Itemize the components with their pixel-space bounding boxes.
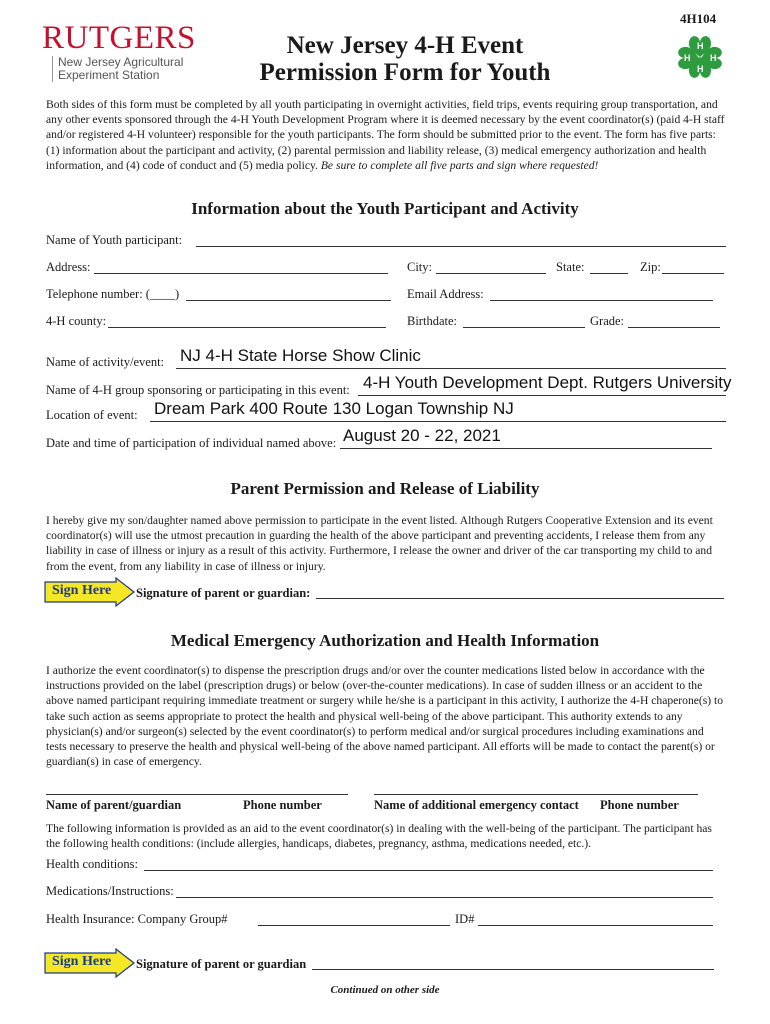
phone-label-1: Phone number (243, 798, 322, 812)
location-label: Location of event: (46, 408, 138, 422)
state-field[interactable] (590, 273, 628, 274)
intro-emphasis: Be sure to complete all five parts and sign where requested! (320, 158, 599, 172)
insurance-group-field[interactable] (258, 925, 450, 926)
medical-signature-field[interactable] (312, 969, 714, 970)
youth-name-label: Name of Youth participant: (46, 233, 183, 247)
continued-note: Continued on other side (330, 984, 440, 996)
zip-label: Zip: (640, 260, 661, 274)
insurance-id-field[interactable] (478, 925, 713, 926)
additional-contact-field[interactable] (374, 794, 698, 795)
group-label: Name of 4-H group sponsoring or participating in this event: (46, 383, 350, 397)
permission-section-heading: Parent Permission and Release of Liability (230, 479, 540, 498)
date-field[interactable] (340, 448, 712, 449)
svg-text:H: H (697, 41, 704, 51)
birthdate-field[interactable] (463, 327, 585, 328)
medical-signature-label: Signature of parent or guardian (136, 957, 307, 971)
permission-text: I hereby give my son/daughter named above permission to participate in the event listed. Although Rutgers Cooperative Extension and its event coordinator(s) will use the utmost precaution in guarding the health of the above participant and preventing accidents, I release them from any liability in case of illness or injury as a result of this activity. Furthermore, I release the owner and driver of the car transporting my child to and from the event, from any liability in case of illness or injury. (46, 514, 713, 573)
logo-subtitle-1: New Jersey Agricultural (58, 55, 184, 69)
county-field[interactable] (108, 327, 386, 328)
activity-field[interactable] (176, 368, 726, 369)
city-label: City: (407, 260, 433, 274)
telephone-field[interactable] (186, 300, 391, 301)
rutgers-logo: RUTGERS (42, 20, 196, 56)
insurance-label: Health Insurance: Company Group# (46, 912, 228, 926)
participant-section-heading: Information about the Youth Participant and Activity (191, 199, 579, 218)
date-label: Date and time of participation of individual named above: (46, 436, 337, 450)
intro-paragraph (46, 97, 726, 173)
activity-label: Name of activity/event: (46, 355, 165, 369)
permission-signature-label: Signature of parent or guardian: (136, 586, 311, 600)
health-conditions-field[interactable] (144, 870, 713, 871)
city-field[interactable] (436, 273, 546, 274)
medical-text: I authorize the event coordinator(s) to dispense the prescription drugs and/or over the counter medications listed below in accordance with the instructions provided on the label (prescription drugs) or below (over-the-counter medications). In case of sudden illness or an accident to the above named participant requiring immediate treatment or surgery while he/she is a participant in this activity, I authorize the 4-H chaperone(s) to take such action as seems appropriate to protect the health and physical well-being of the above participant. This authority extends to any physician(s) and/or surgeon(s) selected by the event coordinator(s) to perform medical and/or surgical procedures including examinations and tests necessary to preserve the health and physical well-being of the above named participant. All efforts will be made to contact the parent(s) or guardian(s) in case of emergency. (46, 664, 724, 769)
additional-contact-label: Name of additional emergency contact (374, 798, 579, 812)
logo-subtitle-2: Experiment Station (58, 68, 160, 82)
youth-name-field[interactable] (196, 246, 726, 247)
group-field[interactable] (358, 395, 726, 396)
parent-name-phone-field[interactable] (46, 794, 348, 795)
logo-divider (52, 56, 53, 82)
sign-here-button[interactable] (44, 577, 132, 607)
phone-label-2: Phone number (600, 798, 679, 812)
form-code: 4H104 (680, 11, 717, 26)
activity-value: NJ 4-H State Horse Show Clinic (180, 346, 421, 365)
page-title-line1: New Jersey 4-H Event (286, 32, 524, 59)
health-conditions-label: Health conditions: (46, 857, 138, 871)
birthdate-label: Birthdate: (407, 314, 457, 328)
state-label: State: (556, 260, 585, 274)
address-label: Address: (46, 260, 91, 274)
location-value: Dream Park 400 Route 130 Logan Township NJ (154, 399, 514, 418)
page-title-line2: Permission Form for Youth (259, 59, 551, 86)
insurance-id-label: ID# (455, 912, 475, 926)
parent-name-label: Name of parent/guardian (46, 798, 182, 812)
grade-field[interactable] (628, 327, 720, 328)
grade-label: Grade: (590, 314, 625, 328)
health-info-text: The following information is provided as an aid to the event coordinator(s) in dealing with the well-being of the participant. The participant has the following health conditions: (include allergies, handicaps, diabetes, pregnancy, asthma, medications needed, etc.). (46, 822, 712, 851)
telephone-label: Telephone number: (____) (46, 287, 180, 301)
svg-text:H: H (710, 53, 717, 63)
permission-signature-field[interactable] (316, 598, 724, 599)
intro-text: Both sides of this form must be completed by all youth participating in overnight activities, field trips, events requiring group transportation, and any other events sponsored through the 4-H Youth Development Program where it is deemed necessary by the event coordinator(s) (paid 4-H staff and/or registered 4-H volunteer) responsible for the youth participants. The form should be submitted prior to the event. The form has five parts: (1) information about the participant and activity, (2) parental permission and liability release, (3) medical emergency authorization and health information, and (4) code of conduct and (5) media policy. (46, 98, 725, 172)
county-label: 4-H county: (46, 314, 107, 328)
sign-here-label: Sign Here (52, 954, 112, 969)
svg-text:H: H (697, 64, 704, 74)
medications-field[interactable] (176, 897, 713, 898)
4h-clover-icon (672, 30, 728, 86)
location-field[interactable] (150, 421, 726, 422)
medical-section-heading: Medical Emergency Authorization and Health Information (170, 631, 600, 650)
group-value: 4-H Youth Development Dept. Rutgers University (363, 373, 732, 392)
sign-here-label: Sign Here (52, 583, 112, 598)
date-value: August 20 - 22, 2021 (343, 426, 501, 445)
medications-label: Medications/Instructions: (46, 884, 174, 898)
sign-here-button-2[interactable] (44, 948, 132, 978)
address-field[interactable] (94, 273, 388, 274)
zip-field[interactable] (662, 273, 724, 274)
email-label: Email Address: (407, 287, 484, 301)
svg-text:H: H (684, 53, 691, 63)
email-field[interactable] (490, 300, 713, 301)
